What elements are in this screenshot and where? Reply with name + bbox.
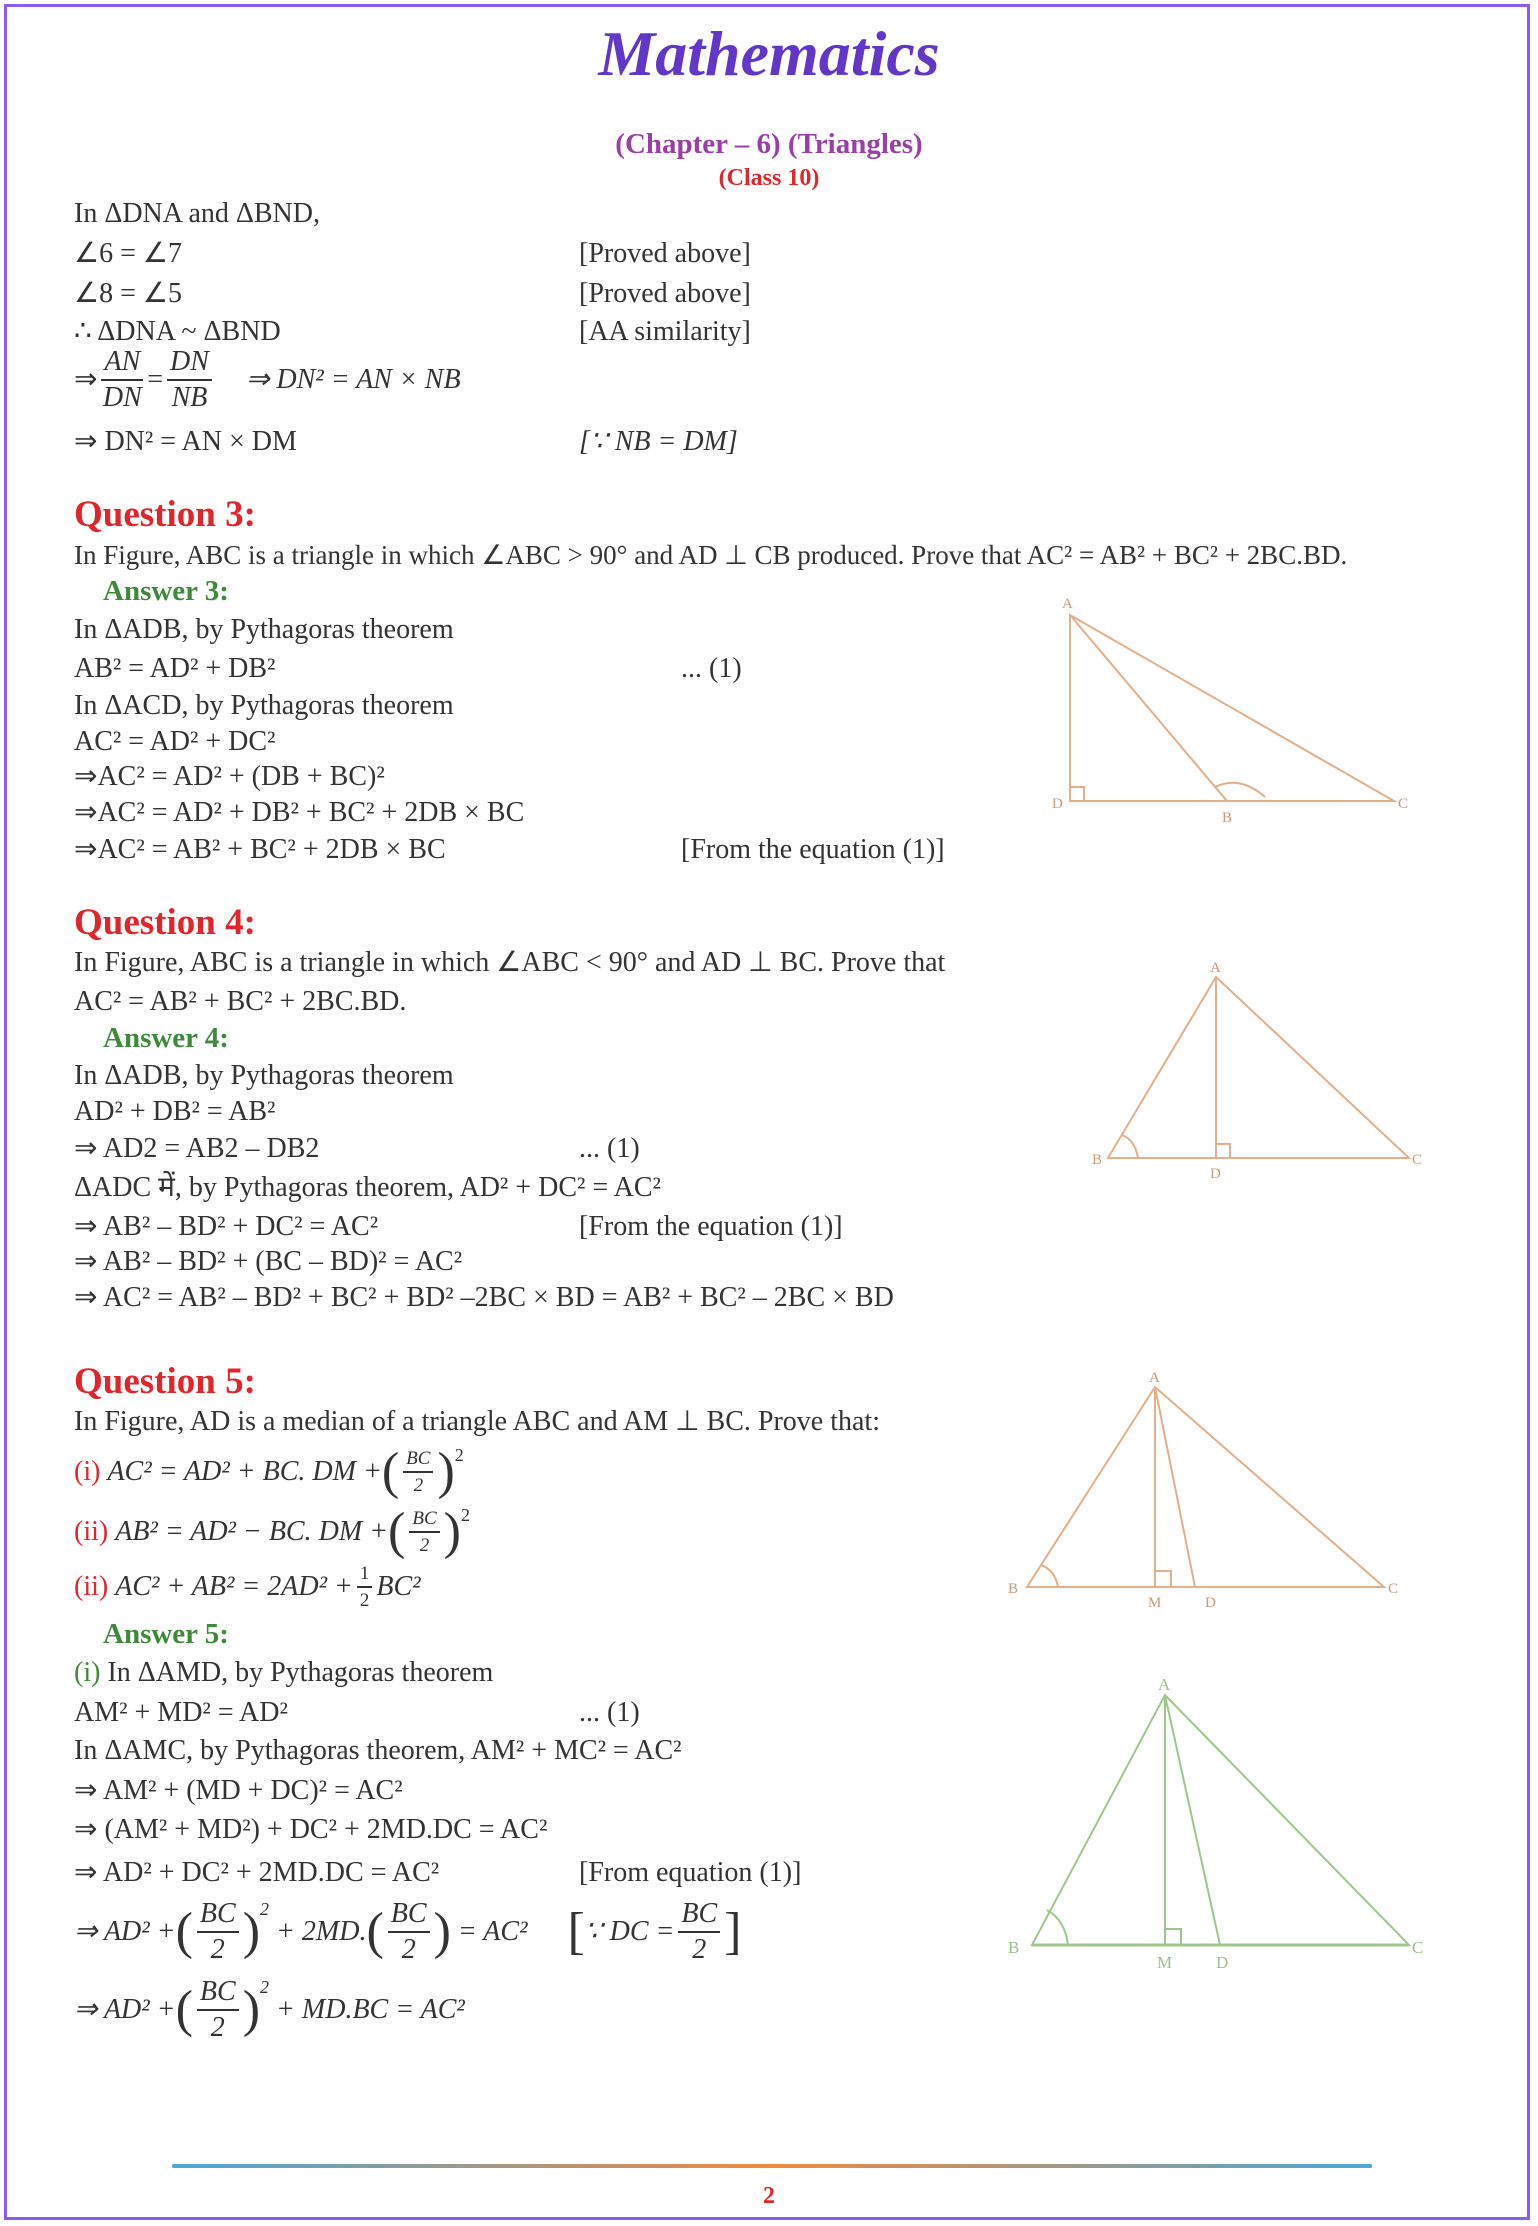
text-line: In ΔDNA and ΔBND, (74, 198, 320, 229)
numerator: BC (678, 1900, 720, 1933)
text-line: ∠8 = ∠5 (74, 278, 182, 309)
numerator: BC (388, 1900, 430, 1933)
equation: ∵ DC = (584, 1916, 675, 1947)
part-label: (ii) (74, 1571, 109, 1602)
figure-label: C (1412, 1938, 1424, 1957)
equation: + 2MD. (276, 1916, 367, 1947)
footer-divider (172, 2164, 1372, 2168)
figure-q3-triangle (1070, 615, 1394, 801)
text-line: In ΔADB, by Pythagoras theorem (74, 614, 454, 645)
equation: ⇒ AD² + (74, 1994, 176, 2025)
numerator: BC (409, 1509, 439, 1533)
exponent: 2 (260, 1977, 270, 1997)
equation-number: ... (1) (579, 1133, 640, 1164)
figure-label: D (1205, 1595, 1216, 1611)
equation-number: ... (1) (681, 653, 742, 684)
denominator: 2 (359, 1590, 370, 1611)
figure-label: B (1092, 1152, 1103, 1168)
numerator: AN (101, 348, 143, 381)
question-4-heading: Question 4: (74, 902, 256, 943)
reason: [AA similarity] (579, 316, 751, 347)
text-line: ∠6 = ∠7 (74, 238, 182, 269)
figure-answer-5-triangle (1032, 1695, 1409, 1945)
equation: ⇒ AD² + (74, 1916, 176, 1947)
reason: [∵ NB = DM] (579, 426, 738, 457)
text-line: In ΔACD, by Pythagoras theorem (74, 690, 454, 721)
denominator: DN (102, 382, 142, 413)
denominator: 2 (419, 1535, 430, 1556)
equation-number: ... (1) (579, 1697, 640, 1728)
equals: = (147, 364, 164, 395)
text-line: ⇒ (AM² + MD²) + DC² + 2MD.DC = AC² (74, 1814, 548, 1845)
text-line: AM² + MD² = AD² (74, 1697, 288, 1728)
text-line: AD² + DB² = AB² (74, 1096, 276, 1127)
text-line: ⇒AC² = AD² + DB² + BC² + 2DB × BC (74, 797, 525, 828)
reason: [From equation (1)] (579, 1857, 802, 1888)
part-label: (ii) (74, 1516, 109, 1547)
denominator: 2 (210, 2012, 225, 2043)
text-line: ⇒AC² = AB² + BC² + 2DB × BC (74, 834, 446, 865)
equation: AC² + AB² = 2AD² + (115, 1571, 353, 1602)
chapter-heading: (Chapter – 6) (Triangles) (615, 128, 923, 160)
text-line: ⇒ AB² – BD² + DC² = AC² (74, 1211, 379, 1242)
part-label: (i) (74, 1657, 101, 1688)
numerator: BC (403, 1449, 433, 1473)
text-line: ⇒ AC² = AB² – BD² + BC² + BD² –2BC × BD = AB² + BC² – 2BC × BD (74, 1282, 894, 1313)
figure-q5-triangle (1027, 1387, 1384, 1587)
answer-4-heading: Answer 4: (103, 1022, 229, 1054)
exponent: 2 (454, 1445, 464, 1465)
question-4-text: AC² = AB² + BC² + 2BC.BD. (74, 986, 407, 1017)
equation: AC² = AD² + BC. DM + (107, 1456, 382, 1487)
class-heading: (Class 10) (718, 165, 820, 191)
reason: [Proved above] (579, 278, 751, 309)
equation-line: ⇒ AD² + ( $\frac{BC}{2}$ ) $^2$ + MD.BC = AC² (74, 1976, 465, 2043)
text-line: ⇒AC² = AD² + (DB + BC)² (74, 761, 385, 792)
reason: [From the equation (1)] (681, 834, 945, 865)
figure-q4-triangle (1108, 977, 1409, 1158)
figure-label: C (1398, 796, 1409, 812)
equation: BC² (376, 1571, 421, 1602)
equation: AB² = AD² − BC. DM + (115, 1516, 389, 1547)
numerator: 1 (357, 1564, 373, 1588)
figure-label: A (1149, 1370, 1160, 1386)
exponent: 2 (460, 1505, 470, 1525)
reason: [From the equation (1)] (579, 1211, 843, 1242)
figure-label: M (1148, 1595, 1162, 1611)
figure-label: D (1052, 796, 1063, 812)
denominator: 2 (692, 1934, 707, 1965)
figure-label: C (1412, 1152, 1423, 1168)
page-title: Mathematics (598, 18, 940, 89)
text-line: ⇒ AM² + (MD + DC)² = AC² (74, 1775, 403, 1806)
question-5-text: In Figure, AD is a median of a triangle ABC and AM ⊥ BC. Prove that: (74, 1406, 880, 1437)
text-line: In ΔAMC, by Pythagoras theorem, AM² + MC² = AC² (74, 1735, 682, 1766)
denominator: 2 (413, 1475, 424, 1496)
text-line: ⇒ DN² = AN × DM (74, 426, 297, 457)
question-3-text: In Figure, ABC is a triangle in which ∠ABC > 90° and AD ⊥ CB produced. Prove that AC² = AB² + BC² + 2BC.BD. (74, 540, 1348, 570)
denominator: 2 (210, 1934, 225, 1965)
figure-label: C (1388, 1581, 1399, 1597)
prove-part-1: (i) AC² = AD² + BC. DM + ( $\frac{BC}{2}$ ) $^2$ (74, 1443, 464, 1500)
question-5-heading: Question 5: (74, 1361, 256, 1402)
figure-label: B (1008, 1938, 1020, 1957)
denominator: NB (171, 382, 208, 413)
text: In ΔAMD, by Pythagoras theorem (107, 1657, 494, 1688)
figure-label: D (1210, 1166, 1221, 1182)
answer-5-heading: Answer 5: (103, 1618, 229, 1650)
answer-3-heading: Answer 3: (103, 575, 229, 607)
numerator: DN (167, 348, 212, 381)
text-line: ⇒ AB² – BD² + (BC – BD)² = AC² (74, 1246, 463, 1277)
equation: ⇒ DN² = AN × NB (245, 364, 461, 395)
text-line: ∴ ΔDNA ~ ΔBND (74, 316, 281, 347)
denominator: 2 (401, 1934, 416, 1965)
figure-label: B (1222, 810, 1233, 826)
figure-label: D (1216, 1953, 1229, 1972)
text-line: In ΔADB, by Pythagoras theorem (74, 1060, 454, 1091)
figure-label: A (1062, 596, 1073, 612)
text-line: AC² = AD² + DC² (74, 726, 276, 757)
equation: + MD.BC = AC² (276, 1994, 465, 2025)
figure-label: A (1158, 1675, 1171, 1694)
text-line: AB² = AD² + DB² (74, 653, 276, 684)
figure-label: B (1008, 1581, 1019, 1597)
numerator: BC (197, 1900, 239, 1933)
equation-line: ⇒ AD² + ( $\frac{BC}{2}$ ) $^2$ + 2MD. ( $\frac{BC}{2}$ ) = AC² [ ∵ DC = $\frac{BC}{2}$ ] (74, 1898, 742, 1965)
reason: [Proved above] (579, 238, 751, 269)
numerator: BC (197, 1978, 239, 2011)
exponent: 2 (260, 1899, 270, 1919)
text-line: ⇒ AD2 = AB2 – DB2 (74, 1133, 320, 1164)
question-4-text: In Figure, ABC is a triangle in which ∠ABC < 90° and AD ⊥ BC. Prove that (74, 947, 946, 978)
text-line: ΔADC में, by Pythagoras theorem, AD² + DC² = AC² (74, 1172, 661, 1203)
page-number: 2 (763, 2183, 775, 2209)
figure-label: M (1157, 1953, 1173, 1972)
equation: = AC² (457, 1916, 528, 1947)
prove-part-2: (ii) AB² = AD² − BC. DM + ( $\frac{BC}{2}$ ) $^2$ (74, 1503, 470, 1560)
part-label: (i) (74, 1456, 101, 1487)
figure-label: A (1210, 960, 1221, 976)
text-line: ⇒ AD² + DC² + 2MD.DC = AC² (74, 1857, 440, 1888)
arrow: ⇒ (74, 364, 98, 395)
question-3-heading: Question 3: (74, 494, 256, 535)
